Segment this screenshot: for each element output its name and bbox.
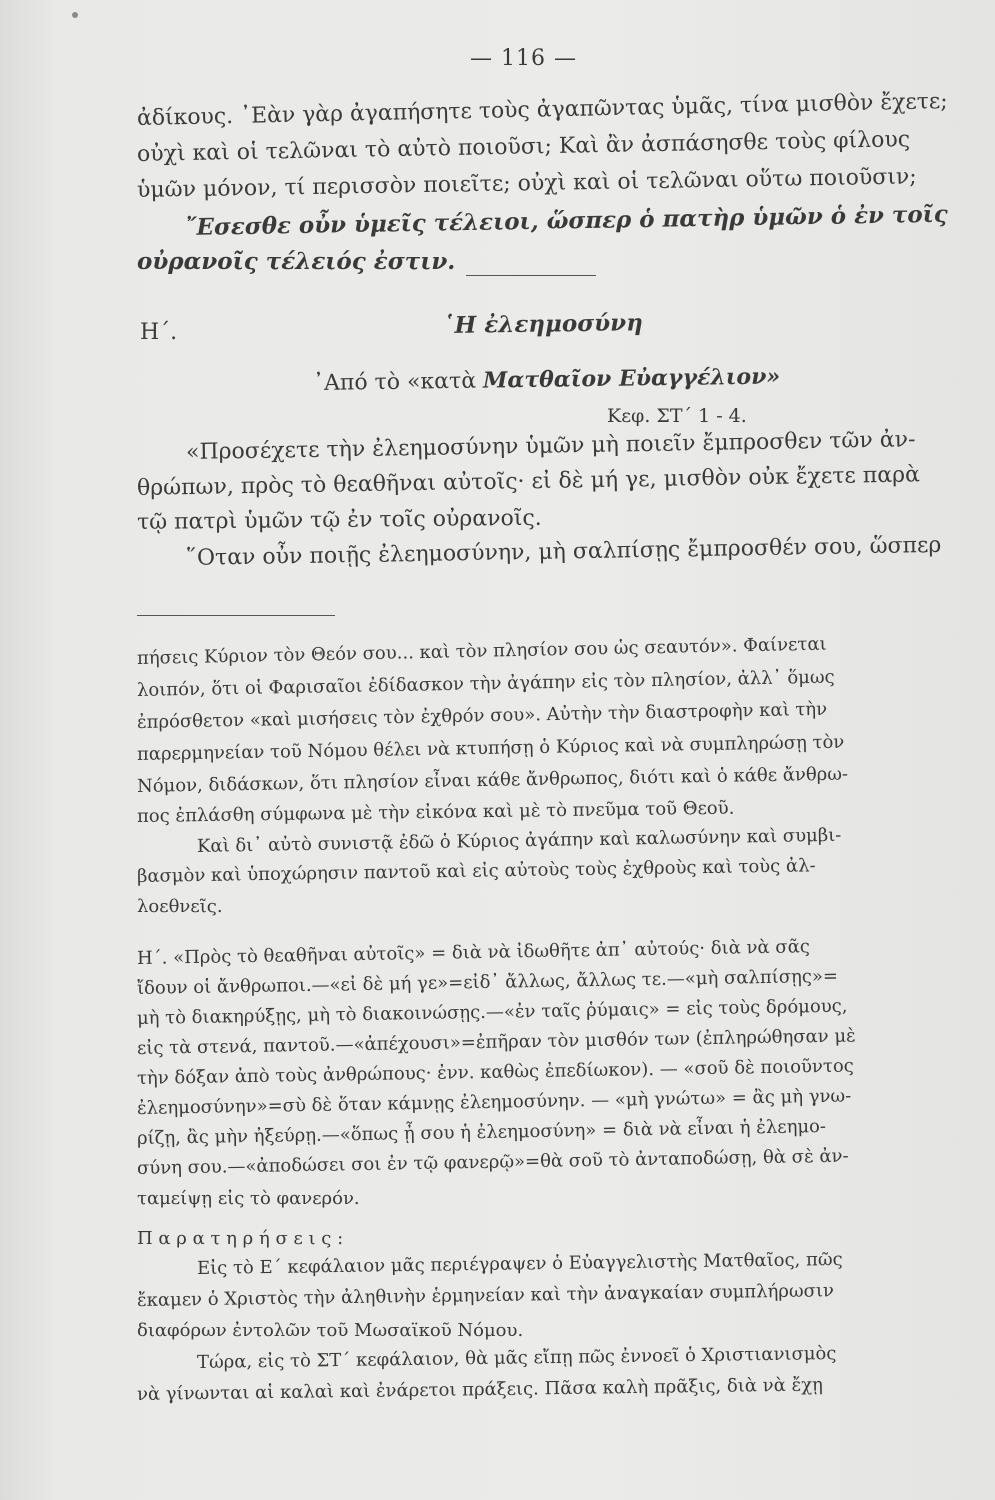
page-number: — 116 — bbox=[470, 46, 577, 71]
section-divider bbox=[466, 275, 596, 276]
gloss-line: Η΄. «Πρὸς τὸ θεαθῆναι αὐτοῖς» = διὰ νὰ ἰδωθῆτε ἀπ᾿ αὐτούς· διὰ νὰ σᾶς bbox=[136, 936, 811, 969]
text-line: ἀδίκους. ᾿Εὰν γὰρ ἀγαπήσητε τοὺς ἀγαπῶντας ὑμᾶς, τίνα μισθὸν ἔχετε; bbox=[136, 89, 948, 131]
text-line: οὐχὶ καὶ οἱ τελῶναι τὸ αὐτὸ ποιοῦσι; Καὶ ἂν ἀσπάσησθε τοὺς φίλους bbox=[136, 127, 911, 167]
bold-verse-line: οὐρανοῖς τέλειός ἐστιν. bbox=[137, 248, 456, 275]
gloss-line: ἐλεημοσύνην»=σὺ δὲ ὅταν κάμνῃς ἐλεημοσύνην. — «μὴ γνώτω» = ἂς μὴ γνω- bbox=[136, 1085, 852, 1119]
footnote-line: λοεθνεῖς. bbox=[137, 896, 223, 917]
footnote-line: λοιπόν, ὅτι οἱ Φαρισαῖοι ἐδίδασκον τὴν ἀγάπην εἰς τὸν πλησίον, ἀλλ᾿ ὅμως bbox=[136, 666, 835, 701]
remarks-line: Εἰς τὸ Ε΄ κεφάλαιον μᾶς περιέγραψεν ὁ Εὐαγγελιστὴς Ματθαῖος, πῶς bbox=[196, 1248, 843, 1279]
gloss-line: τὴν δόξαν ἀπὸ τοὺς ἀνθρώπους· ἐνν. καθὼς ἐπεδίωκον). — «σοῦ δὲ ποιοῦντος bbox=[136, 1055, 854, 1089]
remarks-line: Τώρα, εἰς τὸ ΣΤ΄ κεφάλαιον, θὰ μᾶς εἴπῃ πῶς ἐννοεῖ ὁ Χριστιανισμὸς bbox=[196, 1343, 837, 1373]
footnote-line: Νόμον, διδάσκων, ὅτι πλησίον εἶναι κάθε ἄνθρωπος, διότι καὶ ὁ κάθε ἄνθρω- bbox=[136, 763, 849, 797]
ink-spot bbox=[72, 12, 78, 18]
gloss-line: σύνη σου.—«ἀποδώσει σοι ἐν τῷ φανερῷ»=θὰ σοῦ τὸ ἀνταποδώσῃ, θὰ σὲ ἀν- bbox=[136, 1145, 849, 1179]
footnote-line: πος ἐπλάσθη σύμφωνα μὲ τὴν εἰκόνα καὶ μὲ τὸ πνεῦμα τοῦ Θεοῦ. bbox=[136, 797, 735, 827]
text-line: ὑμῶν μόνον, τί περισσὸν ποιεῖτε; οὐχὶ καὶ οἱ τελῶναι οὕτω ποιοῦσιν; bbox=[136, 164, 917, 203]
section-number: Η΄. bbox=[140, 320, 178, 345]
source-line bbox=[313, 363, 780, 396]
remarks-line: ἔκαμεν ὁ Χριστὸς τὴν ἀληθινὴν ἑρμηνείαν καὶ τὴν ἀναγκαίαν συμπλήρωσιν bbox=[136, 1280, 835, 1311]
text-line: θρώπων, πρὸς τὸ θεαθῆναι αὐτοῖς· εἰ δὲ μή γε, μισθὸν οὐκ ἔχετε παρὰ bbox=[136, 462, 921, 501]
gloss-line: εἰς τὰ στενά, παντοῦ.—«ἀπέχουσι»=ἐπῆραν τὸν μισθόν των (ἐπληρώθησαν μὲ bbox=[136, 1025, 856, 1059]
bold-verse-line: ῎Εσεσθε οὖν ὑμεῖς τέλειοι, ὥσπερ ὁ πατὴρ ὑμῶν ὁ ἐν τοῖς bbox=[184, 200, 948, 241]
gloss-line: ἴδουν οἱ ἄνθρωποι.—«εἰ δὲ μή γε»=εἰδ᾿ ἄλλως, ἄλλως τε.—«μὴ σαλπίσῃς»= bbox=[136, 965, 839, 999]
source-prefix: ᾿Από τὸ «κατὰ bbox=[312, 368, 477, 396]
footnote-divider bbox=[137, 615, 335, 616]
text-line: ῞Οταν οὖν ποιῇς ἐλεημοσύνην, μὴ σαλπίσῃς ἔμπροσθέν σου, ὥσπερ bbox=[185, 532, 942, 571]
chapter-reference: Κεφ. ΣΤ΄ 1 - 4. bbox=[607, 405, 747, 427]
footnote-line: Καὶ δι᾿ αὐτὸ συνιστᾷ ἐδῶ ὁ Κύριος ἀγάπην καὶ καλωσύνην καὶ συμβι- bbox=[196, 824, 842, 857]
footnote-line: παρερμηνείαν τοῦ Νόμου θέλει νὰ κτυπήσῃ ὁ Κύριος καὶ νὰ συμπληρώσῃ τὸν bbox=[136, 731, 845, 765]
footnote-line: πήσεις Κύριον τὸν Θεόν σου... καὶ τὸν πλησίον σου ὡς σεαυτόν». Φαίνεται bbox=[136, 633, 827, 669]
remarks-heading: Π α ρ α τ η ρ ή σ ε ι ς : bbox=[137, 1228, 344, 1249]
remarks-line: διαφόρων ἐντολῶν τοῦ Μωσαϊκοῦ Νόμου. bbox=[137, 1320, 524, 1341]
footnote-line: βασμὸν καὶ ὑποχώρησιν παντοῦ καὶ εἰς αὐτοὺς τοὺς ἐχθροὺς καὶ τοὺς ἀλ- bbox=[136, 855, 816, 887]
source-title: Ματθαῖον Εὐαγγέλιον» bbox=[482, 363, 781, 394]
gloss-line: ταμείψῃ εἰς τὸ φανερόν. bbox=[137, 1188, 360, 1209]
gloss-line: ρίζῃ, ἂς μὴν ἠξεύρῃ.—«ὅπως ᾖ σου ἡ ἐλεημοσύνη» = διὰ νὰ εἶναι ἡ ἐλεημο- bbox=[136, 1115, 827, 1149]
footnote-line: ἐπρόσθετον «καὶ μισήσεις τὸν ἐχθρόν σου». Αὐτὴν τὴν διαστροφὴν καὶ τὴν bbox=[136, 698, 828, 733]
section-title: ῾Η ἐλεημοσύνη bbox=[442, 309, 643, 339]
text-line: τῷ πατρὶ ὑμῶν τῷ ἐν τοῖς οὐρανοῖς. bbox=[136, 505, 542, 535]
gloss-line: μὴ τὸ διακηρύξῃς, μὴ τὸ διακοινώσῃς.—«ἐν ταῖς ῥύμαις» = εἰς τοὺς δρόμους, bbox=[136, 995, 848, 1029]
remarks-line: νὰ γίνωνται αἱ καλαὶ καὶ ἐνάρετοι πράξεις. Πᾶσα καλὴ πρᾶξις, διὰ νὰ ἔχῃ bbox=[136, 1374, 824, 1405]
text-line: «Προσέχετε τὴν ἐλεημοσύνην ὑμῶν μὴ ποιεῖν ἔμπροσθεν τῶν ἀν- bbox=[185, 427, 916, 465]
